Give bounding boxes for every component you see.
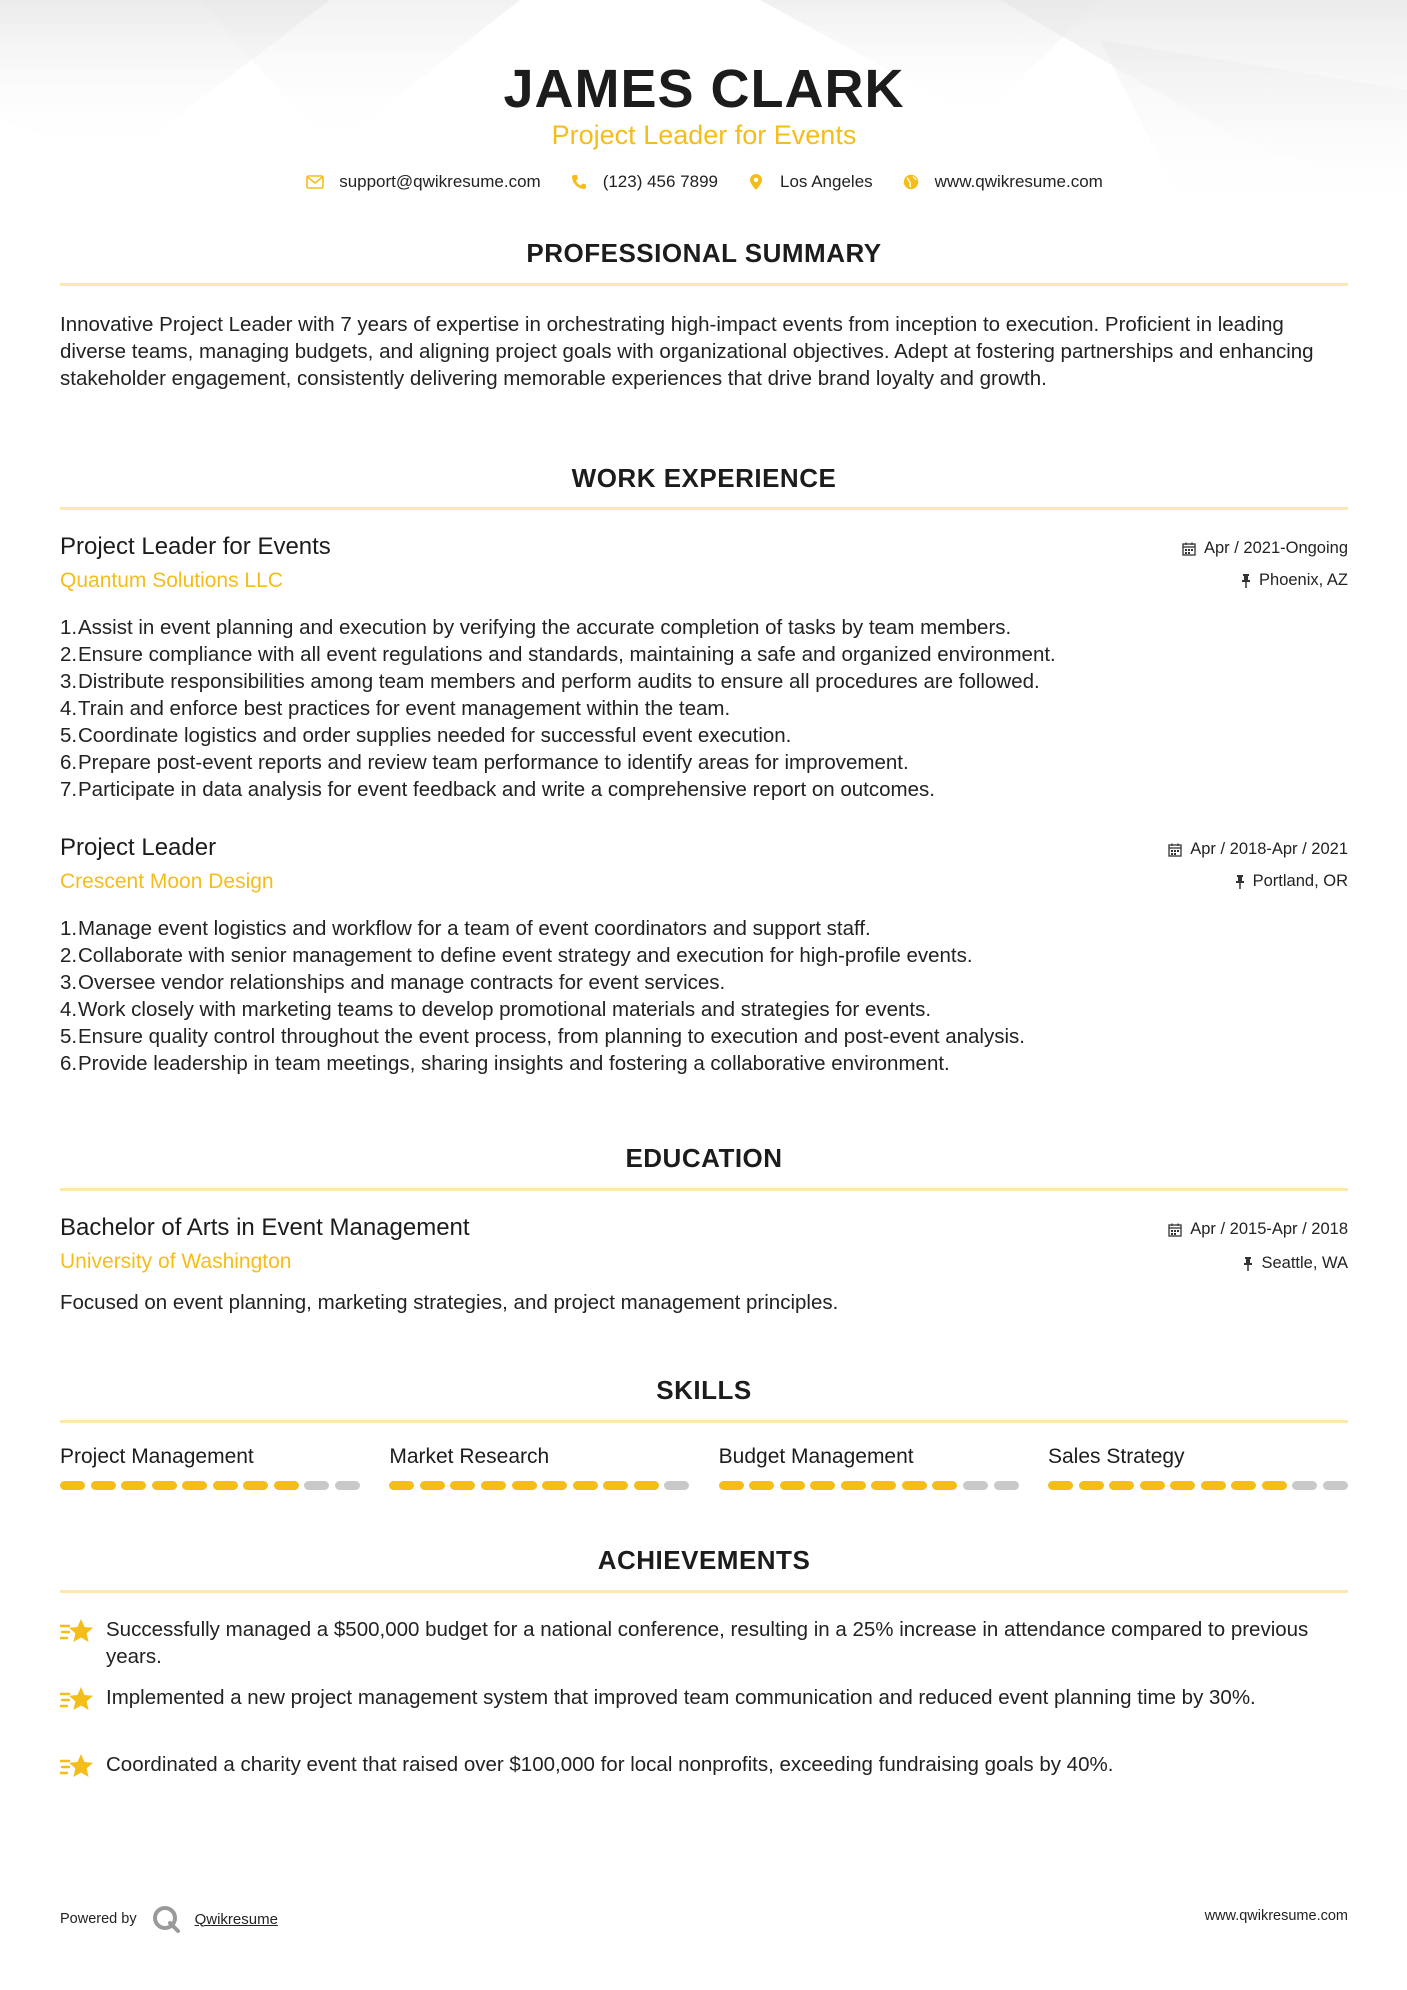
star-badge-icon <box>60 1684 106 1719</box>
contact-phone[interactable] <box>569 172 718 192</box>
summary-heading: PROFESSIONAL SUMMARY <box>526 238 882 268</box>
achievement-text: Coordinated a charity event that raised over $100,000 for local nonprofits, exceeding fundraising goals by 40%. <box>106 1753 1114 1776</box>
achievement-text: Implemented a new project management system that improved team communication and reduced event planning time by 30%. <box>106 1686 1256 1709</box>
skill-level-segment <box>963 1481 988 1490</box>
skill-level-segment <box>335 1481 360 1490</box>
skill-level-segment <box>512 1481 537 1490</box>
powered-by <box>60 1904 278 1934</box>
skill-level-segment <box>182 1481 207 1490</box>
job-1-date <box>1182 539 1348 558</box>
contact-phone-text: (123) 456 7899 <box>602 172 719 191</box>
skill-level-segment <box>60 1481 85 1490</box>
job-1-date-text: Apr / 2021-Ongoing <box>1203 539 1348 557</box>
skill-item <box>1048 1445 1348 1490</box>
skill-level-segment <box>1109 1481 1134 1490</box>
summary-text: Innovative Project Leader with 7 years of expertise in orchestrating high-impact events from inception to execution. Proficient in leading diverse teams, managing budgets, and aligning project goals with organizational objectives. Adept at fostering partnerships and enhancing stakeholder engagement, consistently delivering memorable experiences that drive brand loyalty and growth. <box>60 313 1314 390</box>
job-2-role: Project Leader <box>60 834 217 861</box>
skills-grid <box>60 1445 1348 1490</box>
contact-website[interactable] <box>901 172 1103 192</box>
skills-divider <box>60 1420 1348 1423</box>
pushpin-icon <box>1243 1257 1253 1271</box>
skill-level-bar <box>1048 1481 1348 1490</box>
education-date-text: Apr / 2015-Apr / 2018 <box>1190 1220 1348 1238</box>
list-item: 6. Provide leadership in team meetings, sharing insights and fostering a collaborative environment. <box>60 1052 950 1075</box>
powered-by-label: Powered by <box>60 1911 137 1927</box>
skill-level-segment <box>121 1481 146 1490</box>
skill-level-segment <box>304 1481 329 1490</box>
education-date <box>1168 1220 1348 1239</box>
skill-level-segment <box>1170 1481 1195 1490</box>
candidate-title: Project Leader for Events <box>551 120 857 150</box>
list-item: 1. Assist in event planning and execution by verifying the accurate completion of tasks by team members. <box>60 616 1012 639</box>
list-item: 5. Ensure quality control throughout the event process, from planning to execution and post-event analysis. <box>60 1025 1025 1048</box>
list-item: 2. Collaborate with senior management to define event strategy and execution for high-profile events. <box>60 944 973 967</box>
achievement-item <box>60 1751 1348 1786</box>
skill-level-segment <box>243 1481 268 1490</box>
achievements-divider <box>60 1590 1348 1593</box>
skills-heading: SKILLS <box>656 1375 752 1405</box>
contact-location <box>746 172 873 192</box>
candidate-name: JAMES CLARK <box>503 59 905 119</box>
skill-level-segment <box>1262 1481 1287 1490</box>
experience-divider <box>60 507 1348 510</box>
education-school: University of Washington <box>60 1250 292 1273</box>
list-item: 4. Work closely with marketing teams to develop promotional materials and strategies for events. <box>60 998 932 1021</box>
skill-item <box>719 1445 1019 1490</box>
skill-level-bar <box>60 1481 360 1490</box>
education-location-text: Seattle, WA <box>1261 1254 1348 1272</box>
skill-level-segment <box>810 1481 835 1490</box>
skill-level-segment <box>902 1481 927 1490</box>
skill-level-segment <box>780 1481 805 1490</box>
skill-level-segment <box>841 1481 866 1490</box>
skill-level-segment <box>932 1481 957 1490</box>
skill-item <box>389 1445 689 1490</box>
skill-level-segment <box>1048 1481 1073 1490</box>
skill-label: Market Research <box>389 1445 550 1468</box>
list-item: 3. Distribute responsibilities among team members and perform audits to ensure all procedures are followed. <box>60 670 1040 693</box>
contact-location-text: Los Angeles <box>780 172 873 191</box>
skill-level-segment <box>871 1481 896 1490</box>
skill-label: Budget Management <box>718 1445 914 1468</box>
skill-level-segment <box>634 1481 659 1490</box>
skill-level-segment <box>420 1481 445 1490</box>
pushpin-icon <box>1235 875 1245 889</box>
skill-level-segment <box>1292 1481 1317 1490</box>
job-1-location-text: Phoenix, AZ <box>1259 571 1348 589</box>
skill-level-segment <box>573 1481 598 1490</box>
skill-level-segment <box>603 1481 628 1490</box>
skill-level-segment <box>1140 1481 1165 1490</box>
skill-label: Sales Strategy <box>1047 1445 1185 1468</box>
skill-level-segment <box>481 1481 506 1490</box>
skill-level-segment <box>719 1481 744 1490</box>
skill-level-segment <box>450 1481 475 1490</box>
list-item: 5. Coordinate logistics and order supplies needed for successful event execution. <box>60 724 792 747</box>
calendar-icon <box>1182 542 1196 556</box>
contact-email-text: support@qwikresume.com <box>339 172 541 191</box>
skill-level-segment <box>1323 1481 1348 1490</box>
list-item: 6. Prepare post-event reports and review team performance to identify areas for improvement. <box>60 751 909 774</box>
job-2-date <box>1168 840 1348 859</box>
list-item: 1. Manage event logistics and workflow for a team of event coordinators and support staff. <box>60 917 871 940</box>
education-heading: EDUCATION <box>625 1143 783 1173</box>
pushpin-icon <box>1241 574 1251 588</box>
envelope-icon <box>305 172 325 192</box>
list-item: 7. Participate in data analysis for event feedback and write a comprehensive report on outcomes. <box>60 778 935 801</box>
contact-email[interactable] <box>305 172 541 192</box>
globe-icon <box>901 172 921 192</box>
education-divider <box>60 1188 1348 1191</box>
calendar-icon <box>1168 1223 1182 1237</box>
summary-divider <box>60 283 1348 286</box>
list-item: 3. Oversee vendor relationships and manage contracts for event services. <box>60 971 726 994</box>
list-item: 2. Ensure compliance with all event regulations and standards, maintaining a safe and organized environment. <box>60 643 1056 666</box>
skill-level-segment <box>664 1481 689 1490</box>
skill-label: Project Management <box>60 1445 254 1468</box>
achievement-item <box>60 1684 1348 1719</box>
contact-bar <box>60 172 1348 192</box>
skill-level-segment <box>749 1481 774 1490</box>
job-2-location <box>1235 872 1348 891</box>
skill-level-bar <box>389 1481 689 1490</box>
job-1-bullet-list <box>60 614 1348 803</box>
skill-level-segment <box>91 1481 116 1490</box>
skill-level-segment <box>152 1481 177 1490</box>
skill-level-segment <box>1079 1481 1104 1490</box>
job-2-date-text: Apr / 2018-Apr / 2021 <box>1190 840 1348 858</box>
job-1-header <box>60 533 1348 593</box>
job-1-role: Project Leader for Events <box>60 533 331 560</box>
skill-level-segment <box>389 1481 414 1490</box>
footer-website[interactable]: www.qwikresume.com <box>1204 1908 1348 1924</box>
skill-level-segment <box>1201 1481 1226 1490</box>
experience-heading: WORK EXPERIENCE <box>571 463 837 493</box>
job-2-header <box>60 834 1348 894</box>
achievements-heading: ACHIEVEMENTS <box>597 1545 811 1575</box>
education-degree: Bachelor of Arts in Event Management <box>60 1214 470 1241</box>
star-badge-icon <box>60 1751 106 1786</box>
job-2-location-text: Portland, OR <box>1252 872 1348 890</box>
skill-level-bar <box>719 1481 1019 1490</box>
achievement-item <box>60 1616 1348 1670</box>
job-2-bullet-list <box>60 915 1348 1077</box>
phone-icon <box>569 172 589 192</box>
job-1-location <box>1241 571 1348 590</box>
education-header <box>60 1214 1348 1274</box>
education-location <box>1243 1254 1348 1273</box>
skill-item <box>60 1445 360 1490</box>
education-description: Focused on event planning, marketing strategies, and project management principles. <box>60 1291 839 1314</box>
job-2-company: Crescent Moon Design <box>60 870 274 893</box>
star-badge-icon <box>60 1616 106 1670</box>
achievement-text: Successfully managed a $500,000 budget for a national conference, resulting in a 25% increase in attendance compared to previous years. <box>106 1618 1309 1668</box>
skill-level-segment <box>274 1481 299 1490</box>
qwikresume-link[interactable]: Qwikresume <box>194 1910 278 1928</box>
skill-level-segment <box>542 1481 567 1490</box>
job-1-company: Quantum Solutions LLC <box>60 569 283 592</box>
contact-website-text: www.qwikresume.com <box>934 172 1103 191</box>
footer <box>60 1896 1348 1936</box>
skill-level-segment <box>213 1481 238 1490</box>
map-marker-icon <box>746 172 766 192</box>
calendar-icon <box>1168 843 1182 857</box>
qwikresume-logo-icon <box>151 1904 181 1934</box>
skill-level-segment <box>1231 1481 1256 1490</box>
list-item: 4. Train and enforce best practices for event management within the team. <box>60 697 731 720</box>
skill-level-segment <box>994 1481 1019 1490</box>
